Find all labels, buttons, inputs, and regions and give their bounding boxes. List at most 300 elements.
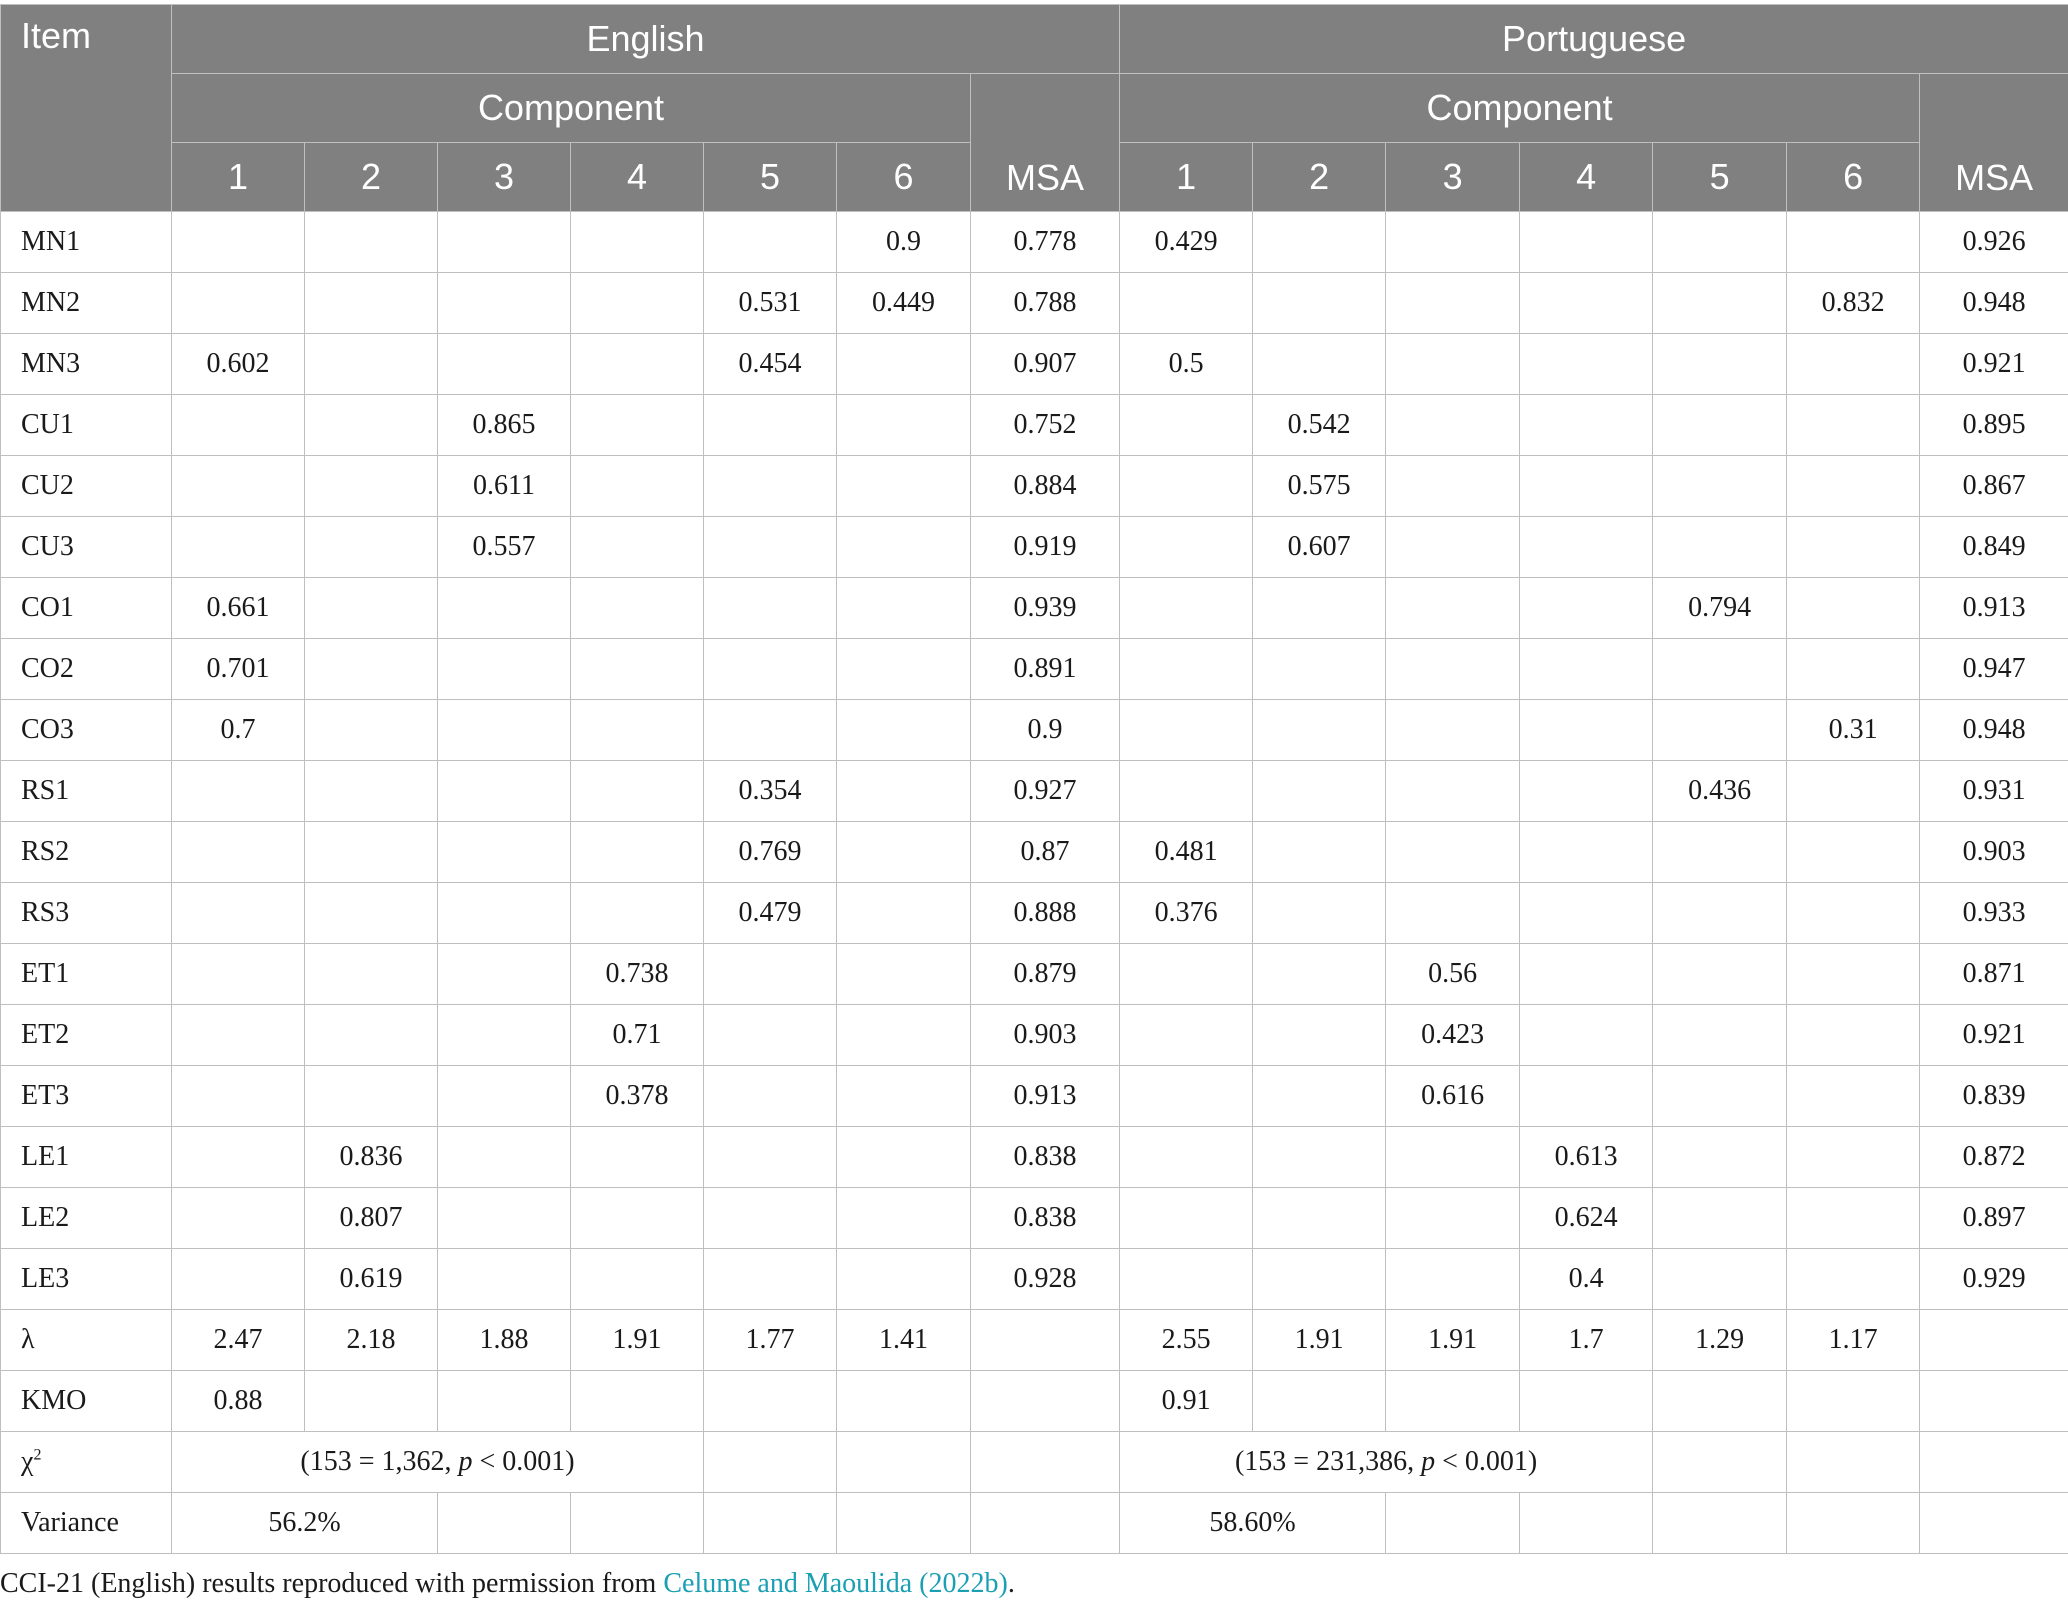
portuguese-loading-cell: [1787, 639, 1920, 700]
english-loading-cell: [571, 578, 704, 639]
portuguese-loading-cell: [1653, 944, 1787, 1005]
empty-cell: [1520, 1493, 1653, 1554]
empty-cell: [1653, 1493, 1787, 1554]
portuguese-loading-cell: 0.4: [1520, 1249, 1653, 1310]
english-component-number: 6: [837, 143, 971, 212]
english-msa-cell: 0.838: [971, 1188, 1120, 1249]
english-loading-cell: [305, 944, 438, 1005]
english-loading-cell: [571, 456, 704, 517]
portuguese-loading-cell: [1520, 578, 1653, 639]
english-loading-cell: [571, 334, 704, 395]
portuguese-msa-cell: 0.921: [1920, 334, 2068, 395]
english-loading-cell: 0.71: [571, 1005, 704, 1066]
portuguese-loading-cell: [1787, 883, 1920, 944]
empty-cell: [438, 1371, 571, 1432]
english-loading-cell: [172, 1005, 305, 1066]
empty-cell: [837, 1371, 971, 1432]
portuguese-loading-cell: [1253, 883, 1386, 944]
portuguese-loading-cell: [1120, 639, 1253, 700]
empty-cell: [704, 1371, 837, 1432]
english-component-number: 3: [438, 143, 571, 212]
item-label: CO1: [1, 578, 172, 639]
portuguese-loading-cell: [1520, 639, 1653, 700]
portuguese-loading-cell: [1653, 1188, 1787, 1249]
variance-row: [1, 1493, 2068, 1554]
portuguese-msa-cell: 0.872: [1920, 1127, 2068, 1188]
english-msa-cell: 0.913: [971, 1066, 1120, 1127]
empty-cell: [1653, 1432, 1787, 1493]
english-loading-cell: 0.531: [704, 273, 837, 334]
portuguese-component-number: 6: [1787, 143, 1920, 212]
english-loading-cell: [305, 822, 438, 883]
empty-cell: [704, 1493, 837, 1554]
english-msa-cell: 0.903: [971, 1005, 1120, 1066]
english-msa-cell: 0.87: [971, 822, 1120, 883]
portuguese-component-number: 3: [1386, 143, 1520, 212]
portuguese-component-number: 2: [1253, 143, 1386, 212]
english-loading-cell: [704, 1066, 837, 1127]
english-loading-cell: [438, 1005, 571, 1066]
portuguese-loading-cell: [1120, 1127, 1253, 1188]
english-loading-cell: [438, 822, 571, 883]
english-loading-cell: [172, 212, 305, 273]
portuguese-loading-cell: [1386, 1188, 1520, 1249]
english-msa-header: MSA: [971, 74, 1120, 212]
english-loading-cell: [571, 1127, 704, 1188]
english-loading-cell: 0.619: [305, 1249, 438, 1310]
english-component-number: 4: [571, 143, 704, 212]
english-loading-cell: [571, 1249, 704, 1310]
portuguese-loading-cell: [1787, 822, 1920, 883]
portuguese-loading-cell: [1386, 700, 1520, 761]
portuguese-loading-cell: [1653, 456, 1787, 517]
english-loading-cell: [837, 1005, 971, 1066]
english-loading-cell: [438, 761, 571, 822]
english-loading-cell: [837, 395, 971, 456]
portuguese-loading-cell: 0.542: [1253, 395, 1386, 456]
english-loading-cell: 0.479: [704, 883, 837, 944]
table-row: [1, 273, 2068, 334]
portuguese-msa-header: MSA: [1920, 74, 2068, 212]
table-row: [1, 1188, 2068, 1249]
portuguese-loading-cell: 0.56: [1386, 944, 1520, 1005]
item-label: MN2: [1, 273, 172, 334]
portuguese-msa-cell: 0.867: [1920, 456, 2068, 517]
english-loading-cell: 2.18: [305, 1310, 438, 1371]
portuguese-loading-cell: [1120, 944, 1253, 1005]
english-loading-cell: [438, 1249, 571, 1310]
item-label: MN1: [1, 212, 172, 273]
empty-cell: [1920, 1371, 2068, 1432]
portuguese-loading-cell: [1386, 273, 1520, 334]
portuguese-loading-cell: [1520, 517, 1653, 578]
portuguese-loading-cell: [1386, 1127, 1520, 1188]
english-loading-cell: [571, 822, 704, 883]
table-row: [1, 1005, 2068, 1066]
portuguese-loading-cell: [1386, 883, 1520, 944]
portuguese-loading-cell: [1386, 639, 1520, 700]
portuguese-loading-cell: [1253, 761, 1386, 822]
portuguese-loading-cell: [1787, 761, 1920, 822]
table-header: [1, 5, 2068, 212]
portuguese-loading-cell: [1653, 1005, 1787, 1066]
english-loading-cell: [305, 456, 438, 517]
table-row: [1, 395, 2068, 456]
portuguese-loading-cell: [1520, 822, 1653, 883]
english-loading-cell: [172, 761, 305, 822]
portuguese-msa-cell: 0.948: [1920, 273, 2068, 334]
english-loading-cell: [172, 1066, 305, 1127]
table-row: [1, 517, 2068, 578]
english-loading-cell: [704, 944, 837, 1005]
item-label: CO3: [1, 700, 172, 761]
portuguese-msa-cell: 0.895: [1920, 395, 2068, 456]
english-component-header: Component: [172, 74, 971, 143]
portuguese-loading-cell: [1787, 456, 1920, 517]
english-loading-cell: 0.454: [704, 334, 837, 395]
english-loading-cell: 0.661: [172, 578, 305, 639]
chi-square-row: [1, 1432, 2068, 1493]
item-header: Item: [1, 5, 172, 212]
english-loading-cell: 0.701: [172, 639, 305, 700]
english-loading-cell: [438, 334, 571, 395]
empty-cell: [837, 1432, 971, 1493]
portuguese-msa-cell: 0.931: [1920, 761, 2068, 822]
english-loading-cell: 0.9: [837, 212, 971, 273]
english-loading-cell: [172, 395, 305, 456]
item-label: ET2: [1, 1005, 172, 1066]
portuguese-msa-cell: 0.947: [1920, 639, 2068, 700]
portuguese-msa-cell: [1920, 1310, 2068, 1371]
portuguese-loading-cell: [1520, 1005, 1653, 1066]
portuguese-loading-cell: 0.481: [1120, 822, 1253, 883]
portuguese-loading-cell: [1520, 1066, 1653, 1127]
footnote-suffix: .: [1007, 1568, 1015, 1599]
item-label: LE3: [1, 1249, 172, 1310]
portuguese-loading-cell: [1520, 273, 1653, 334]
table-row: [1, 1127, 2068, 1188]
chi-square-portuguese-value: (153 = 231,386, p < 0.001): [1120, 1432, 1653, 1493]
english-loading-cell: 0.836: [305, 1127, 438, 1188]
english-loading-cell: [837, 1188, 971, 1249]
portuguese-loading-cell: [1520, 761, 1653, 822]
empty-cell: [1386, 1493, 1520, 1554]
english-loading-cell: 0.354: [704, 761, 837, 822]
kmo-label: KMO: [1, 1371, 172, 1432]
english-msa-cell: 0.879: [971, 944, 1120, 1005]
table-row: [1, 761, 2068, 822]
item-label: CO2: [1, 639, 172, 700]
empty-cell: [305, 1371, 438, 1432]
english-loading-cell: 0.611: [438, 456, 571, 517]
english-loading-cell: [172, 1249, 305, 1310]
portuguese-header: Portuguese: [1120, 5, 2068, 74]
portuguese-loading-cell: [1787, 395, 1920, 456]
portuguese-loading-cell: [1787, 944, 1920, 1005]
english-loading-cell: 0.738: [571, 944, 704, 1005]
portuguese-loading-cell: [1787, 1066, 1920, 1127]
english-loading-cell: [305, 334, 438, 395]
citation-link[interactable]: Celume and Maoulida (2022b): [663, 1568, 1008, 1599]
english-loading-cell: [704, 1188, 837, 1249]
portuguese-loading-cell: [1787, 1127, 1920, 1188]
portuguese-loading-cell: 0.624: [1520, 1188, 1653, 1249]
table-row: [1, 456, 2068, 517]
portuguese-loading-cell: [1386, 456, 1520, 517]
portuguese-loading-cell: [1253, 1127, 1386, 1188]
english-msa-cell: [971, 1310, 1120, 1371]
english-loading-cell: [172, 944, 305, 1005]
english-loading-cell: 2.47: [172, 1310, 305, 1371]
portuguese-loading-cell: [1120, 1188, 1253, 1249]
english-loading-cell: [438, 1188, 571, 1249]
portuguese-loading-cell: [1653, 883, 1787, 944]
portuguese-loading-cell: 0.436: [1653, 761, 1787, 822]
english-loading-cell: 1.91: [571, 1310, 704, 1371]
portuguese-loading-cell: 0.429: [1120, 212, 1253, 273]
english-msa-cell: 0.891: [971, 639, 1120, 700]
portuguese-loading-cell: [1253, 639, 1386, 700]
empty-cell: [1520, 1371, 1653, 1432]
item-label: LE2: [1, 1188, 172, 1249]
english-msa-cell: 0.752: [971, 395, 1120, 456]
english-loading-cell: [837, 517, 971, 578]
portuguese-loading-cell: [1520, 456, 1653, 517]
english-header: English: [172, 5, 1120, 74]
english-loading-cell: [438, 700, 571, 761]
portuguese-loading-cell: [1787, 212, 1920, 273]
portuguese-loading-cell: [1653, 1127, 1787, 1188]
english-loading-cell: [837, 1066, 971, 1127]
portuguese-loading-cell: [1253, 944, 1386, 1005]
chi-square-label: $\chi^2$: [1, 1432, 172, 1493]
portuguese-loading-cell: [1653, 395, 1787, 456]
english-loading-cell: [571, 395, 704, 456]
portuguese-loading-cell: [1653, 1066, 1787, 1127]
portuguese-loading-cell: [1653, 273, 1787, 334]
english-msa-cell: 0.919: [971, 517, 1120, 578]
english-loading-cell: [172, 1127, 305, 1188]
portuguese-loading-cell: [1120, 578, 1253, 639]
variance-label: Variance: [1, 1493, 172, 1554]
english-loading-cell: 0.378: [571, 1066, 704, 1127]
english-loading-cell: [305, 883, 438, 944]
kmo-english-value: 0.88: [172, 1371, 305, 1432]
english-loading-cell: [571, 212, 704, 273]
item-label: RS3: [1, 883, 172, 944]
portuguese-loading-cell: [1653, 517, 1787, 578]
english-loading-cell: [571, 639, 704, 700]
english-loading-cell: [305, 517, 438, 578]
item-label: ET1: [1, 944, 172, 1005]
portuguese-loading-cell: [1386, 395, 1520, 456]
english-msa-cell: 0.907: [971, 334, 1120, 395]
portuguese-loading-cell: [1253, 578, 1386, 639]
portuguese-msa-cell: 0.948: [1920, 700, 2068, 761]
english-loading-cell: 0.769: [704, 822, 837, 883]
table-body: [1, 212, 2068, 1554]
portuguese-loading-cell: 0.376: [1120, 883, 1253, 944]
english-loading-cell: [172, 883, 305, 944]
english-loading-cell: [571, 883, 704, 944]
portuguese-loading-cell: 1.29: [1653, 1310, 1787, 1371]
english-msa-cell: 0.778: [971, 212, 1120, 273]
english-loading-cell: [837, 639, 971, 700]
portuguese-loading-cell: 0.423: [1386, 1005, 1520, 1066]
portuguese-loading-cell: [1386, 761, 1520, 822]
table-row: [1, 822, 2068, 883]
portuguese-loading-cell: 1.91: [1253, 1310, 1386, 1371]
english-loading-cell: [571, 761, 704, 822]
table-row: [1, 1310, 2068, 1371]
english-loading-cell: [438, 944, 571, 1005]
portuguese-loading-cell: [1520, 944, 1653, 1005]
english-loading-cell: 0.602: [172, 334, 305, 395]
portuguese-loading-cell: [1253, 212, 1386, 273]
portuguese-loading-cell: [1520, 334, 1653, 395]
portuguese-loading-cell: [1520, 212, 1653, 273]
item-label: λ: [1, 1310, 172, 1371]
portuguese-loading-cell: [1520, 395, 1653, 456]
english-loading-cell: [837, 822, 971, 883]
item-label: RS2: [1, 822, 172, 883]
english-loading-cell: [305, 700, 438, 761]
english-loading-cell: 1.77: [704, 1310, 837, 1371]
empty-cell: [1920, 1432, 2068, 1493]
portuguese-loading-cell: [1653, 334, 1787, 395]
portuguese-loading-cell: 1.7: [1520, 1310, 1653, 1371]
portuguese-loading-cell: [1120, 395, 1253, 456]
english-loading-cell: [571, 273, 704, 334]
table-row: [1, 212, 2068, 273]
empty-cell: [971, 1432, 1120, 1493]
portuguese-msa-cell: 0.903: [1920, 822, 2068, 883]
table-wrapper: [0, 4, 2068, 1554]
portuguese-loading-cell: 0.616: [1386, 1066, 1520, 1127]
portuguese-loading-cell: 0.613: [1520, 1127, 1653, 1188]
portuguese-loading-cell: [1787, 578, 1920, 639]
english-msa-cell: 0.9: [971, 700, 1120, 761]
portuguese-loading-cell: 0.832: [1787, 273, 1920, 334]
portuguese-msa-cell: 0.849: [1920, 517, 2068, 578]
portuguese-loading-cell: [1120, 700, 1253, 761]
item-label: LE1: [1, 1127, 172, 1188]
portuguese-loading-cell: [1653, 639, 1787, 700]
empty-cell: [1386, 1371, 1520, 1432]
english-loading-cell: [305, 212, 438, 273]
portuguese-loading-cell: [1120, 456, 1253, 517]
portuguese-loading-cell: [1253, 273, 1386, 334]
portuguese-loading-cell: [1120, 1066, 1253, 1127]
english-loading-cell: [172, 1188, 305, 1249]
english-loading-cell: [438, 1066, 571, 1127]
english-loading-cell: [704, 212, 837, 273]
portuguese-loading-cell: [1253, 1249, 1386, 1310]
english-loading-cell: [438, 883, 571, 944]
english-loading-cell: [837, 1127, 971, 1188]
component-loadings-table: [0, 4, 2068, 1554]
english-msa-cell: 0.838: [971, 1127, 1120, 1188]
empty-cell: [1653, 1371, 1787, 1432]
english-loading-cell: [704, 1249, 837, 1310]
portuguese-loading-cell: [1787, 1249, 1920, 1310]
english-loading-cell: [305, 1005, 438, 1066]
portuguese-loading-cell: [1253, 1066, 1386, 1127]
item-label: RS1: [1, 761, 172, 822]
portuguese-component-number: 4: [1520, 143, 1653, 212]
english-loading-cell: [837, 944, 971, 1005]
portuguese-loading-cell: [1787, 334, 1920, 395]
portuguese-msa-cell: 0.926: [1920, 212, 2068, 273]
english-msa-cell: 0.927: [971, 761, 1120, 822]
table-row: [1, 639, 2068, 700]
english-loading-cell: 0.865: [438, 395, 571, 456]
empty-cell: [1787, 1371, 1920, 1432]
portuguese-loading-cell: 0.607: [1253, 517, 1386, 578]
portuguese-loading-cell: [1787, 1188, 1920, 1249]
table-row: [1, 1066, 2068, 1127]
english-loading-cell: 0.807: [305, 1188, 438, 1249]
portuguese-component-header: Component: [1120, 74, 1920, 143]
english-loading-cell: [172, 456, 305, 517]
english-loading-cell: [305, 273, 438, 334]
portuguese-loading-cell: 1.17: [1787, 1310, 1920, 1371]
table-row: [1, 700, 2068, 761]
portuguese-loading-cell: [1653, 212, 1787, 273]
english-msa-cell: 0.884: [971, 456, 1120, 517]
english-loading-cell: [837, 334, 971, 395]
english-loading-cell: [837, 761, 971, 822]
english-loading-cell: [704, 456, 837, 517]
english-loading-cell: [571, 1188, 704, 1249]
table-row: [1, 883, 2068, 944]
chi-square-english-value: (153 = 1,362, p < 0.001): [172, 1432, 704, 1493]
portuguese-loading-cell: [1787, 517, 1920, 578]
english-loading-cell: [305, 1066, 438, 1127]
english-loading-cell: [837, 456, 971, 517]
footnote-text: CCI-21 (English) results reproduced with permission from: [0, 1568, 664, 1599]
english-loading-cell: [438, 1127, 571, 1188]
empty-cell: [1787, 1432, 1920, 1493]
empty-cell: [571, 1493, 704, 1554]
english-loading-cell: [837, 700, 971, 761]
empty-cell: [1787, 1493, 1920, 1554]
english-loading-cell: [172, 822, 305, 883]
portuguese-loading-cell: [1120, 761, 1253, 822]
empty-cell: [971, 1371, 1120, 1432]
english-loading-cell: 0.7: [172, 700, 305, 761]
english-msa-cell: 0.788: [971, 273, 1120, 334]
english-loading-cell: [704, 395, 837, 456]
portuguese-msa-cell: 0.839: [1920, 1066, 2068, 1127]
portuguese-loading-cell: 1.91: [1386, 1310, 1520, 1371]
portuguese-loading-cell: [1653, 822, 1787, 883]
english-loading-cell: [305, 761, 438, 822]
portuguese-loading-cell: [1386, 334, 1520, 395]
portuguese-loading-cell: [1253, 700, 1386, 761]
empty-cell: [704, 1432, 837, 1493]
english-loading-cell: [305, 578, 438, 639]
table-footnote: [0, 1568, 2068, 1600]
english-loading-cell: [438, 212, 571, 273]
portuguese-loading-cell: 0.794: [1653, 578, 1787, 639]
english-loading-cell: [172, 517, 305, 578]
table-row: [1, 944, 2068, 1005]
english-loading-cell: [704, 517, 837, 578]
english-loading-cell: [438, 578, 571, 639]
kmo-row: [1, 1371, 2068, 1432]
portuguese-loading-cell: [1253, 1005, 1386, 1066]
